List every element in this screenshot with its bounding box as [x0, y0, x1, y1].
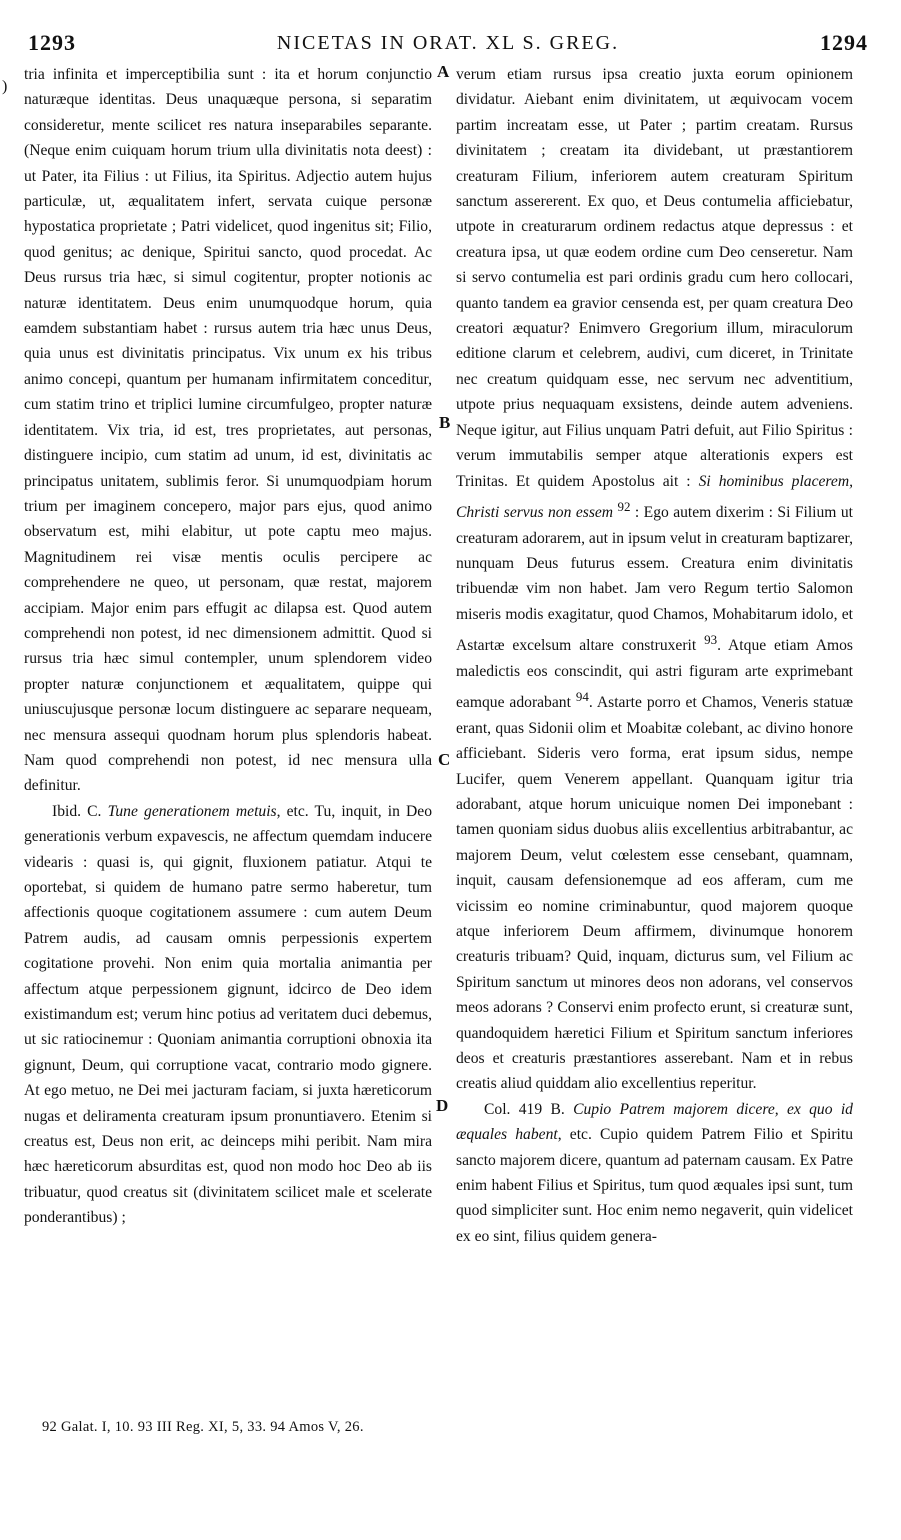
scripture-quote: Si hominibus placerem, Christi servus non essem	[456, 472, 853, 522]
left-paragraph-1: tria infinita et imperceptibilia sunt : ita et horum conjunctio naturæque identitas. Deus unaquæque persona, si separatim consideretur, mente scilicet res natura inseparabiles separante. (Neque enim cuiquam horum trium ulla divinitatis nota deest) : ut Pater, ita Filius : ut Filius, ita Spiritus. Adjectio autem hujus particulæ, ut, æqualitatem infert, servata cuique personæ hypostatica proprietate ; Patri videlicet, quod ingenitus sit; Filio, quod genitus; ac denique, Spiritui sancto, quod procedat. Ac Deus rursus tria hæc, si simul cogitentur, propter notionis ac naturæ identitatem. Deus enim unumquodque horum, quia eamdem substantiam habet : rursus autem tria hæc unus Deus, quia unus est divinitatis principatus. Vix unum ex his tribus animo concepi, quantum per humanam infirmitatem conceditur, cum statim trino et triplici lumine circumfulgeo, propter naturæ identitatem. Vix tria, id est, tres proprietates, aut personas, distinguere incipio, cum statim ad unum, id est, divinitatis ac principatus unitatem, sublimis feror. Si unumquodpiam horum trium per imaginem concepero, major pars ejus, quod animo observatum est, mihi elabitur, ut pote captu meo majus. Magnitudinem rei visæ mentis oculis percipere ac comprehendere ne queo, ut personam, quæ restat, majorem accipiam. Major enim pars effugit ac dilapsa est. Quod autem comprehendi non potest, id nec dimensionem admittit. Quod si rursus tria hæc simul contempler, unum splendorem video propter naturæ conjunctionem et æqualitatem, quippe qui uniuscujusque personæ locum distinguere ac separare nequeam, nec mensura assequi quodnam horum plus splendoris habeat. Nam quod comprehendi non potest, id nec mensura ulla definitur.	[24, 66, 432, 795]
margin-marker-d: D	[436, 1096, 449, 1115]
margin-marker-a: A	[437, 62, 450, 81]
left-paragraph-2	[24, 799, 432, 1231]
lemma: Tune generationem metuis	[107, 802, 277, 820]
footnote-ref: 93	[704, 632, 718, 648]
paragraph-text: . Atque etiam Amos maledictis eos conscindit, qui astri figuram arte exprimebant eamque adorabant	[456, 637, 853, 712]
page-number-right: 1294	[820, 30, 868, 55]
footnote-ref: 94	[575, 689, 589, 705]
paragraph-text: , etc. Cupio quidem Patrem Filio et Spiritu sancto majorem dicere, quantum ad paternam causam. Ex Patre enim habent Filius et Spiritus, tum quod æquales ipsi sunt, tum quod simpliciter sunt. Hoc enim nemo negaverit, quin videlicet ex eo sint, filius quidem genera-	[456, 1126, 853, 1245]
margin-marker-c: C	[438, 750, 451, 769]
citation-lead: Ibid. C.	[52, 802, 102, 820]
paragraph-text: : Ego autem dixerim : Si Filium ut creaturam adorarem, aut in ipsum velut in creaturam baptizarer, nunquam Deus futurus essem. Creatura enim divinitatis tribuendæ vim non habet. Jam vero Regum tertio Salomon miseris modis exagitatur, quod Chamos, Mohabitarum idolo, et Astartæ excelsum altare construxerit	[456, 504, 853, 655]
margin-mark: )	[2, 78, 8, 95]
margin-marker-b: B	[439, 413, 451, 432]
footnotes: 92 Galat. I, 10. 93 III Reg. XI, 5, 33. 94 Amos V, 26.	[42, 1419, 364, 1435]
right-paragraph-1	[456, 62, 853, 1097]
running-title: NICETAS IN ORAT. XL S. GREG.	[276, 32, 620, 54]
paragraph-text: . Astarte porro et Chamos, Veneris statuæ erant, quas Sidonii olim et Moabitæ colebant, ac divino honore afficiebant. Sideris vero forma, erat ipsum sidus, nempe Lucifer, quem Venerem appellant. Quanquam igitur tria adorabant, atque horum unicuique nomen Dei imponebant : tamen quoniam sidus duobus aliis excellentius arbitrabantur, ac majorem Deum, velut cœlestem esse censebant, quamnam, inquit, causam defensionemque ad eos afferam, cum me vicissim eo nomine criminabuntur, quod majorem quoque atque inferiorem Deum affirmem, divinumque honorem creaturis tribuam? Quid, inquam, dicturus sum, vel Filium ac Spiritum sanctum ut minores deos non adorans, vel conservos meos adorans ? Conservi enim profecto erunt, si creaturæ sunt, quandoquidem hæretici Filium et Spiritum sanctum inferiores deos et creaturis præstantiores asserebant. Nam et in rebus creatis aliud quiddam alio excellentius reperitur.	[456, 694, 853, 1093]
footnote-ref: 92	[617, 498, 631, 514]
left-column	[24, 62, 432, 1231]
right-column	[456, 62, 853, 1249]
citation-lead: Col. 419 B.	[484, 1100, 565, 1118]
lemma: Cupio Patrem majorem dicere, ex quo id æquales habent	[456, 1100, 853, 1144]
page-number-left: 1293	[28, 30, 76, 55]
right-paragraph-2	[456, 1097, 853, 1249]
page-header	[28, 30, 868, 58]
paragraph-text: , etc. Tu, inquit, in Deo generationis verbum expavescis, ne affectum quemdam inducere videaris : quasi is, qui gignit, fluxionem patiatur. Atqui te oportebat, si quidem de humano patre sermo haberetur, tum affectionis quoque cogitationem assumere : cum autem Deum Patrem audis, ad causam omnis perpessionis expertem cogitatione provehi. Non enim quia mortalia animantia per affectum atque perpessionem gignunt, idcirco de Deo idem existimandum est; verum hinc potius ad veritatem duci debemus, ut sic ratiocinemur : Quoniam animantia corruptioni obnoxia ita gignunt, Deum, qui corruptione vacat, contrario modo gignere. At ego metuo, ne Dei mei jacturam faciam, si juxta hæreticorum nugas et deliramenta creaturam ipsum pronuntiavero. Etenim si creatus est, Deus non erit, ac deinceps mihi peribit. Nam mira hæc hæreticorum absurditas est, quod non modo hoc Deo ab iis tribuatur, quod creatus sit (divinitatem scilicet male et scelerate ponderantibus) ;	[24, 802, 432, 1227]
paragraph-text: verum etiam rursus ipsa creatio juxta eorum opinionem dividatur. Aiebant enim divinitatem, ut æquivocam vocem partim increatam esse, ut Pater ; partim creatam. Rursus divinitatem ; creatam ita dividebant, ut præstantiorem creaturam Filium, inferiorem autem creaturam Spiritum sanctum assererent. Ex quo, et Deus contumelia afficiebatur, utpote in creaturarum ordinem redactus atque depressus : et creatura ipsa, ut quæ eodem ordine cum Deo censeretur. Nam si servo contumelia est pari ordinis gradu cum hero collocari, quanto tandem ea gravior censenda est, per quam creatura Deo creatori æquatur? Enimvero Gregorium illum, miraculorum editione clarum et celebrem, audivi, cum diceret, in Trinitate nec creatum quidquam esse, nec servum nec adventitium, utpote prius nequaquam exsistens, deinde autem adveniens. Neque igitur, aut Filius unquam Patri defuit, aut Filio Spiritus : verum immutabilis semper atque alterationis expers est Trinitas. Et quidem Apostolus ait :	[456, 66, 853, 490]
